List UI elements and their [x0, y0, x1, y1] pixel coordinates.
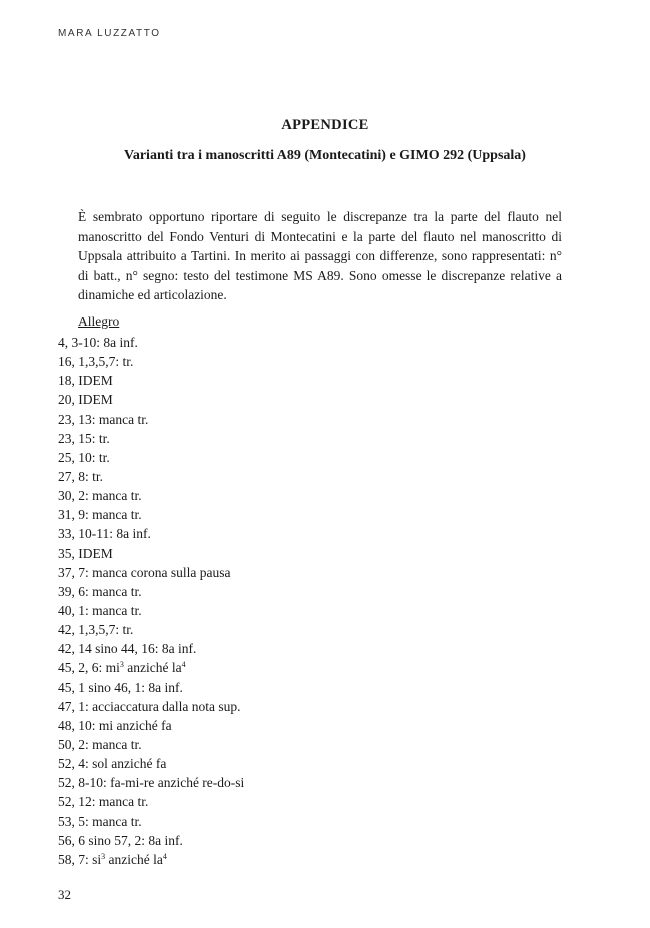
- variant-text: 45, 2, 6: mi: [58, 660, 120, 676]
- variant-entry: 25, 10: tr.: [58, 449, 110, 465]
- variant-entry: 27, 8: tr.: [58, 468, 104, 484]
- variant-entry: 35, IDEM: [58, 545, 113, 561]
- section-heading-allegro: Allegro: [78, 314, 120, 329]
- variant-entry: 45, 1 sino 46, 1: 8a inf.: [58, 679, 183, 695]
- variant-entry: [58, 850, 244, 869]
- intro-paragraph: È sembrato opportuno riportare di seguito le discrepanze tra la parte del flauto nel manoscritto del Fondo Venturi di Montecatini e la parte del flauto nel manoscritto di Uppsala attribuito a Tartini. In merito ai passaggi con differenze, sono rappresentati: n° di batt., n° segno: testo del testimone MS A89. Sono omesse le discrepanze relative a dinamiche ed articolazione.: [78, 209, 562, 302]
- variant-entry: 40, 1: manca tr.: [58, 602, 142, 618]
- variant-entry: 23, 15: tr.: [58, 430, 110, 446]
- variant-entry: 39, 6: manca tr.: [58, 583, 142, 599]
- variant-entry: 4, 3-10: 8a inf.: [58, 335, 138, 350]
- variant-text: anziché la: [123, 660, 182, 676]
- octave-superscript: 3: [119, 660, 124, 670]
- variant-entry: 52, 12: manca tr.: [58, 794, 149, 810]
- variant-entry: 48, 10: mi anziché fa: [58, 717, 172, 733]
- appendix-subtitle: Varianti tra i manoscritti A89 (Montecatini) e GIMO 292 (Uppsala): [124, 148, 526, 163]
- variant-entry: 23, 13: manca tr.: [58, 411, 149, 427]
- variant-entry: 52, 8-10: fa-mi-re anziché re-do-si: [58, 775, 245, 791]
- variant-entry: 42, 14 sino 44, 16: 8a inf.: [58, 641, 197, 657]
- variant-entry: 16, 1,3,5,7: tr.: [58, 354, 134, 370]
- variant-text: anziché la: [105, 851, 163, 867]
- running-head: MARA LUZZATTO: [58, 28, 161, 39]
- variant-entry: 47, 1: acciaccatura dalla nota sup.: [58, 698, 241, 714]
- octave-superscript: 3: [101, 851, 106, 861]
- octave-superscript: 4: [162, 851, 167, 861]
- variant-entry: 52, 4: sol anziché fa: [58, 756, 167, 772]
- variant-entry: [58, 658, 244, 677]
- variant-entry: 37, 7: manca corona sulla pausa: [58, 564, 231, 580]
- variant-entry: 50, 2: manca tr.: [58, 736, 142, 752]
- variant-entry: 18, IDEM: [58, 373, 113, 389]
- variant-entry: 31, 9: manca tr.: [58, 507, 142, 523]
- variant-entry: 53, 5: manca tr.: [58, 813, 142, 829]
- octave-superscript: 4: [181, 660, 186, 670]
- variant-entry: 56, 6 sino 57, 2: 8a inf.: [58, 832, 183, 848]
- appendix-title: APPENDICE: [281, 117, 369, 133]
- variant-entry: 33, 10-11: 8a inf.: [58, 526, 151, 542]
- page-number: 32: [58, 887, 71, 902]
- variant-entry: 20, IDEM: [58, 392, 113, 408]
- variant-list: [58, 333, 244, 869]
- variant-entry: 42, 1,3,5,7: tr.: [58, 622, 134, 638]
- variant-entry: 30, 2: manca tr.: [58, 488, 142, 504]
- variant-text: 58, 7: si: [58, 851, 102, 867]
